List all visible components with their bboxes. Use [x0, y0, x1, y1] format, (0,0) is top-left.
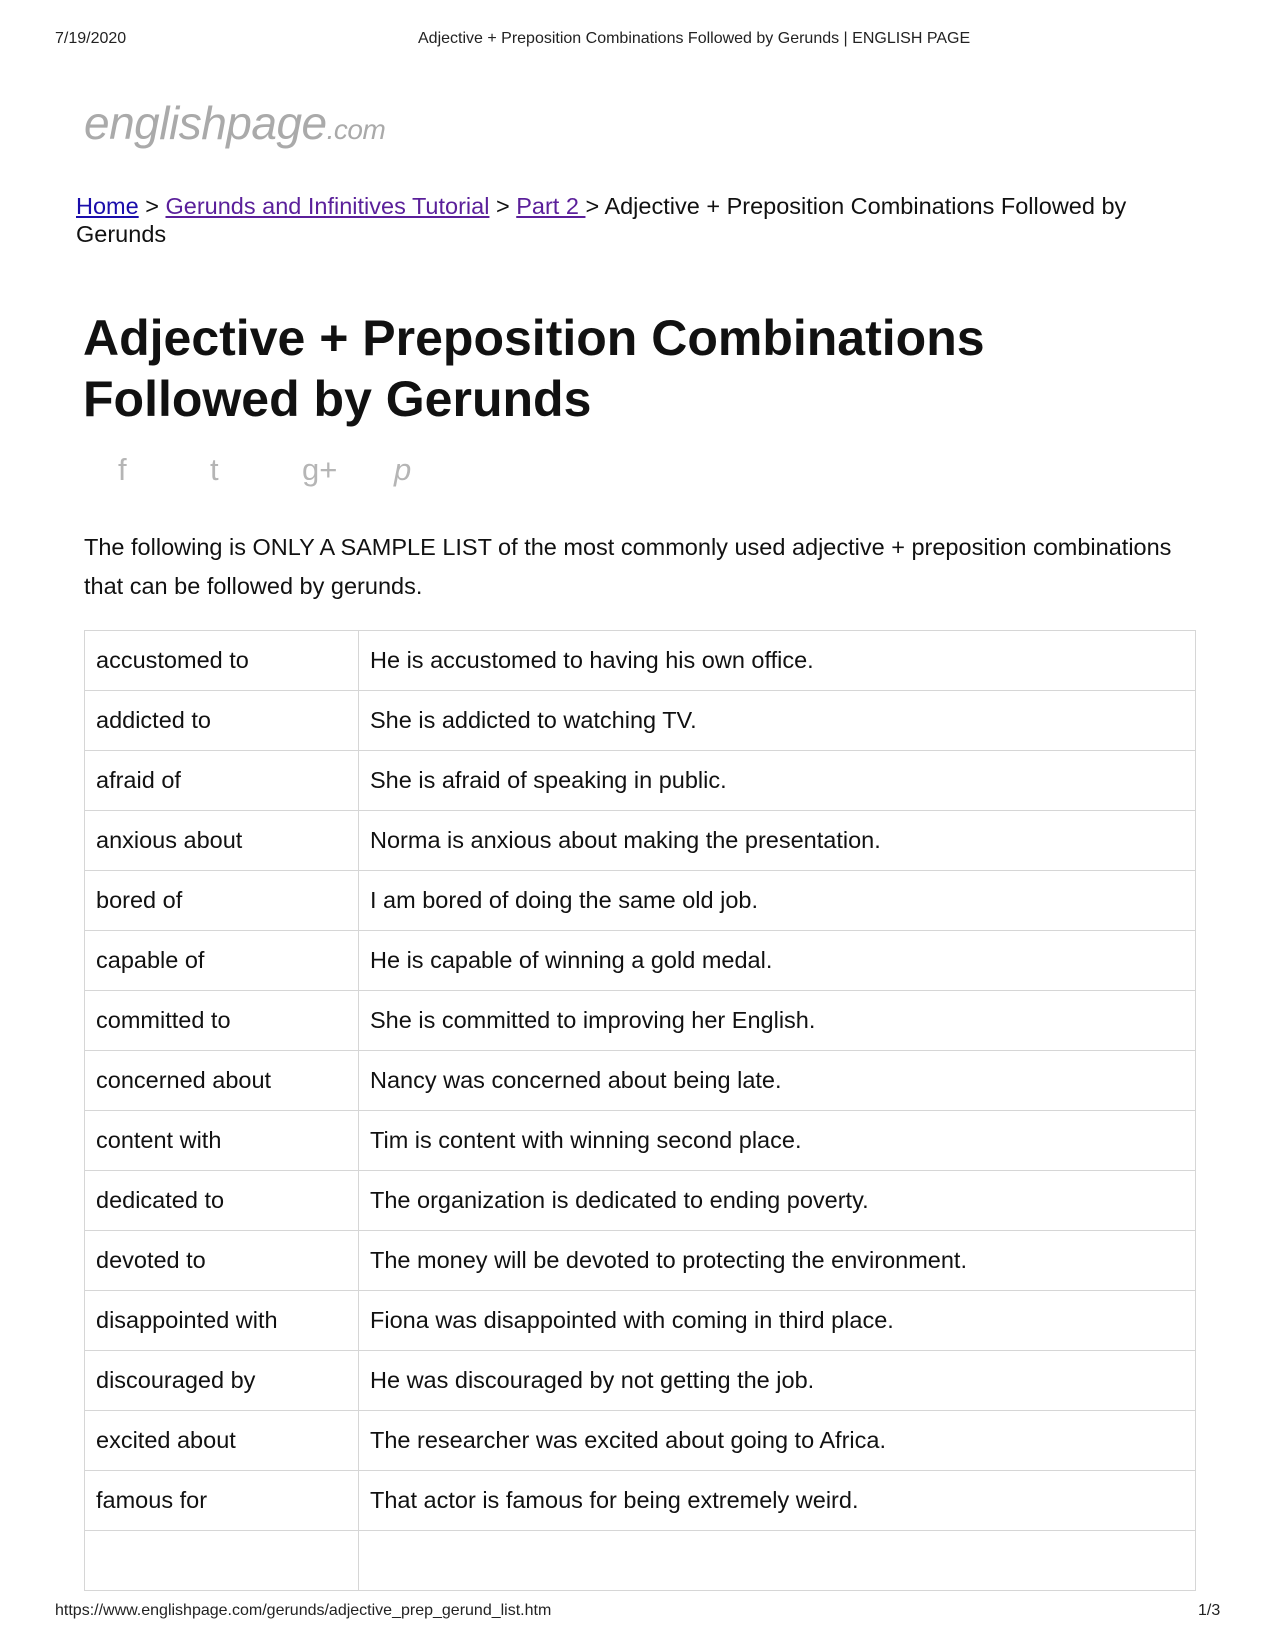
breadcrumb-part-link[interactable]: Part 2: [516, 193, 586, 219]
google-plus-icon[interactable]: g+: [302, 452, 338, 487]
table-row: [85, 1171, 1196, 1231]
print-page-number: 1/3: [1198, 1602, 1221, 1619]
phrase-cell: excited about: [85, 1411, 359, 1471]
example-cell: [359, 1531, 1196, 1591]
page-title: Adjective + Preposition Combinations Followed by Gerunds: [83, 310, 985, 427]
print-title: Adjective + Preposition Combinations Followed by Gerunds | ENGLISH PAGE: [418, 30, 971, 47]
example-cell: Norma is anxious about making the presentation.: [359, 811, 1196, 871]
example-cell: Tim is content with winning second place.: [359, 1111, 1196, 1171]
table-row: [85, 1531, 1196, 1591]
phrase-cell: disappointed with: [85, 1291, 359, 1351]
table-row: [85, 631, 1196, 691]
intro-paragraph: The following is ONLY A SAMPLE LIST of the most commonly used adjective + preposition combinations that can be followed by gerunds.: [84, 534, 1172, 599]
breadcrumb-current: Adjective + Preposition Combinations Followed by Gerunds: [76, 193, 1127, 247]
breadcrumb: [76, 192, 1216, 248]
example-cell: He was discouraged by not getting the job.: [359, 1351, 1196, 1411]
phrase-cell: [85, 1531, 359, 1591]
table-row: [85, 1411, 1196, 1471]
table-row: [85, 991, 1196, 1051]
phrase-cell: addicted to: [85, 691, 359, 751]
phrase-cell: anxious about: [85, 811, 359, 871]
breadcrumb-separator: >: [145, 193, 159, 219]
example-cell: Nancy was concerned about being late.: [359, 1051, 1196, 1111]
facebook-icon[interactable]: f: [118, 452, 127, 487]
breadcrumb-home-link[interactable]: Home: [76, 193, 139, 219]
example-cell: Fiona was disappointed with coming in third place.: [359, 1291, 1196, 1351]
phrase-cell: afraid of: [85, 751, 359, 811]
logo-suffix: .com: [326, 114, 386, 145]
phrase-cell: committed to: [85, 991, 359, 1051]
table-row: [85, 1351, 1196, 1411]
combinations-table: [84, 630, 1196, 1591]
phrase-cell: bored of: [85, 871, 359, 931]
example-cell: That actor is famous for being extremely weird.: [359, 1471, 1196, 1531]
phrase-cell: accustomed to: [85, 631, 359, 691]
table-row: [85, 931, 1196, 991]
table-row: [85, 1111, 1196, 1171]
print-url: https://www.englishpage.com/gerunds/adjective_prep_gerund_list.htm: [55, 1602, 552, 1619]
example-cell: She is addicted to watching TV.: [359, 691, 1196, 751]
print-date: 7/19/2020: [55, 30, 127, 47]
example-cell: She is afraid of speaking in public.: [359, 751, 1196, 811]
example-cell: I am bored of doing the same old job.: [359, 871, 1196, 931]
social-share-bar: [118, 452, 486, 488]
logo-name: englishpage: [84, 97, 327, 149]
phrase-cell: dedicated to: [85, 1171, 359, 1231]
table-row: [85, 811, 1196, 871]
example-cell: The organization is dedicated to ending poverty.: [359, 1171, 1196, 1231]
example-cell: He is capable of winning a gold medal.: [359, 931, 1196, 991]
example-cell: He is accustomed to having his own office.: [359, 631, 1196, 691]
phrase-cell: famous for: [85, 1471, 359, 1531]
table-row: [85, 871, 1196, 931]
example-cell: The money will be devoted to protecting the environment.: [359, 1231, 1196, 1291]
breadcrumb-tutorial-link[interactable]: Gerunds and Infinitives Tutorial: [165, 193, 490, 219]
phrase-cell: discouraged by: [85, 1351, 359, 1411]
phrase-cell: capable of: [85, 931, 359, 991]
twitter-icon[interactable]: t: [210, 452, 219, 487]
phrase-cell: devoted to: [85, 1231, 359, 1291]
site-logo[interactable]: [84, 96, 385, 150]
phrase-cell: concerned about: [85, 1051, 359, 1111]
table-row: [85, 691, 1196, 751]
table-row: [85, 1291, 1196, 1351]
example-cell: The researcher was excited about going to Africa.: [359, 1411, 1196, 1471]
breadcrumb-separator: >: [585, 193, 600, 219]
table-row: [85, 1231, 1196, 1291]
pinterest-icon[interactable]: p: [394, 452, 412, 487]
table-row: [85, 1051, 1196, 1111]
phrase-cell: content with: [85, 1111, 359, 1171]
combinations-table-container: [84, 630, 1196, 1595]
table-row: [85, 751, 1196, 811]
breadcrumb-separator: >: [495, 193, 510, 219]
example-cell: She is committed to improving her English.: [359, 991, 1196, 1051]
table-row: [85, 1471, 1196, 1531]
